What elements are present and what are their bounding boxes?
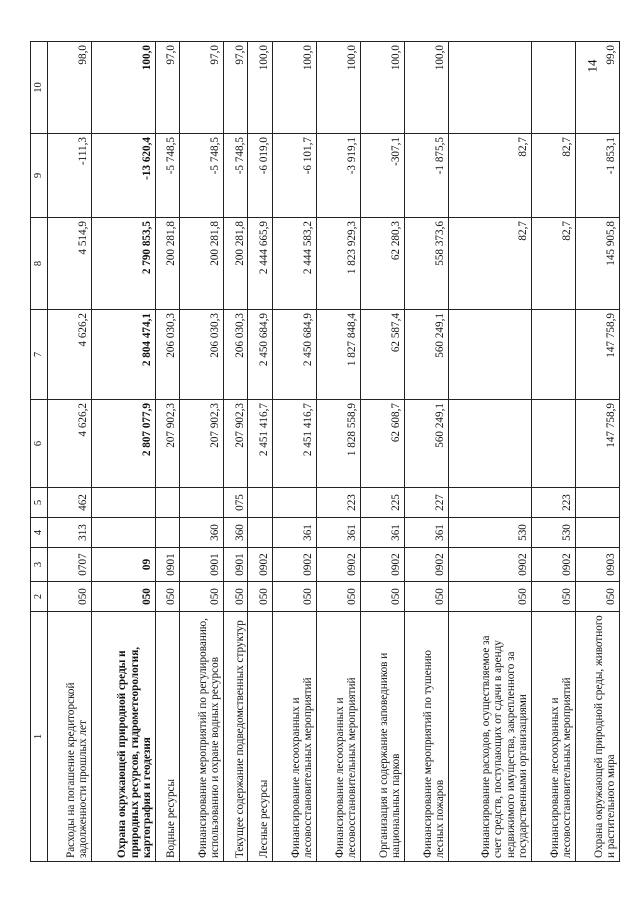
cell-col-9: -307,1 [360, 134, 404, 218]
column-header-10: 10 [31, 42, 48, 134]
row-name: Финансирование мероприятий по тушению лесных пожаров [404, 612, 448, 862]
cell-col-2: 050 [223, 582, 247, 612]
cell-col-8: 558 373,6 [404, 218, 448, 310]
cell-col-4: 530 [531, 518, 575, 548]
cell-col-2: 050 [575, 582, 619, 612]
cell-col-5 [272, 488, 316, 518]
cell-col-2: 050 [248, 582, 272, 612]
cell-col-10 [448, 42, 531, 134]
cell-col-3: 0902 [404, 548, 448, 582]
cell-col-2: 050 [316, 582, 360, 612]
column-header-9: 9 [31, 134, 48, 218]
page-number: 14 [584, 59, 600, 73]
cell-col-7: 1 827 848,4 [316, 310, 360, 400]
row-name: Текущее содержание подведомственных структур [223, 612, 247, 862]
cell-col-10: 100,0 [316, 42, 360, 134]
row-name: Организация и содержание заповедников и национальных парков [360, 612, 404, 862]
cell-col-9: -3 919,1 [316, 134, 360, 218]
column-header-5: 5 [31, 488, 48, 518]
cell-col-3: 0902 [360, 548, 404, 582]
cell-col-7: 560 249,1 [404, 310, 448, 400]
table-row [404, 42, 448, 862]
cell-col-5: 223 [531, 488, 575, 518]
table-row [448, 42, 531, 862]
table-row [223, 42, 247, 862]
cell-col-9: -1 875,5 [404, 134, 448, 218]
column-header-2: 2 [31, 582, 48, 612]
row-name: Охрана окружающей природной среды, животного и растительного мира [575, 612, 619, 862]
cell-col-5 [448, 488, 531, 518]
cell-col-8: 200 281,8 [223, 218, 247, 310]
cell-col-5 [92, 488, 156, 518]
cell-col-10: 100,0 [248, 42, 272, 134]
column-header-1: 1 [31, 612, 48, 862]
cell-col-5 [575, 488, 619, 518]
cell-col-9: -6 019,0 [248, 134, 272, 218]
cell-col-6 [448, 400, 531, 488]
cell-col-8: 200 281,8 [179, 218, 223, 310]
cell-col-10: 100,0 [92, 42, 156, 134]
budget-table [30, 41, 620, 862]
row-name: Финансирование расходов, осуществляемое за счет средств, поступающих от сдачи в аренду недвижимого имущества, закрепленного за государственными организациями [448, 612, 531, 862]
cell-col-10: 98,0 [48, 42, 92, 134]
cell-col-5 [179, 488, 223, 518]
cell-col-8: 4 514,9 [48, 218, 92, 310]
table-row [155, 42, 179, 862]
cell-col-6 [531, 400, 575, 488]
cell-col-3: 0707 [48, 548, 92, 582]
cell-col-2: 050 [448, 582, 531, 612]
cell-col-4: 361 [404, 518, 448, 548]
column-number-row [31, 42, 48, 862]
cell-col-6: 2 807 077,9 [92, 400, 156, 488]
column-header-6: 6 [31, 400, 48, 488]
cell-col-5 [248, 488, 272, 518]
cell-col-6: 207 902,3 [179, 400, 223, 488]
cell-col-9: -13 620,4 [92, 134, 156, 218]
cell-col-3: 0901 [155, 548, 179, 582]
table-row [179, 42, 223, 862]
cell-col-2: 050 [360, 582, 404, 612]
cell-col-5: 462 [48, 488, 92, 518]
cell-col-3: 0901 [179, 548, 223, 582]
table-row [92, 42, 156, 862]
cell-col-4 [155, 518, 179, 548]
cell-col-7 [531, 310, 575, 400]
cell-col-10: 97,0 [155, 42, 179, 134]
table-row [248, 42, 272, 862]
cell-col-8: 62 280,3 [360, 218, 404, 310]
cell-col-6: 560 249,1 [404, 400, 448, 488]
table-row [272, 42, 316, 862]
column-header-8: 8 [31, 218, 48, 310]
budget-table-wrapper [30, 42, 620, 862]
cell-col-9: -111,3 [48, 134, 92, 218]
row-name: Лесные ресурсы [248, 612, 272, 862]
cell-col-8: 2 790 853,5 [92, 218, 156, 310]
cell-col-6: 207 902,3 [155, 400, 179, 488]
cell-col-2: 050 [92, 582, 156, 612]
cell-col-7: 62 587,4 [360, 310, 404, 400]
cell-col-6: 1 828 558,9 [316, 400, 360, 488]
cell-col-8: 200 281,8 [155, 218, 179, 310]
row-name: Финансирование лесоохранных и лесовосстановительных мероприятий [272, 612, 316, 862]
cell-col-5: 075 [223, 488, 247, 518]
cell-col-4: 360 [179, 518, 223, 548]
row-name: Финансирование мероприятий по регулированию, использованию и охране водных ресурсов [179, 612, 223, 862]
cell-col-3: 09 [92, 548, 156, 582]
cell-col-7: 2 450 684,9 [272, 310, 316, 400]
cell-col-2: 050 [272, 582, 316, 612]
cell-col-6: 147 758,9 [575, 400, 619, 488]
cell-col-7: 147 758,9 [575, 310, 619, 400]
cell-col-2: 050 [48, 582, 92, 612]
column-header-4: 4 [31, 518, 48, 548]
table-row [360, 42, 404, 862]
cell-col-6: 2 451 416,7 [248, 400, 272, 488]
cell-col-8: 2 444 583,2 [272, 218, 316, 310]
cell-col-4: 361 [316, 518, 360, 548]
cell-col-4: 313 [48, 518, 92, 548]
cell-col-8: 145 905,8 [575, 218, 619, 310]
cell-col-6: 207 902,3 [223, 400, 247, 488]
cell-col-5: 225 [360, 488, 404, 518]
cell-col-2: 050 [179, 582, 223, 612]
cell-col-7: 2 804 474,1 [92, 310, 156, 400]
cell-col-3: 0902 [248, 548, 272, 582]
cell-col-9: -6 101,7 [272, 134, 316, 218]
cell-col-3: 0902 [531, 548, 575, 582]
cell-col-3: 0902 [316, 548, 360, 582]
cell-col-4: 361 [272, 518, 316, 548]
cell-col-8: 2 444 665,9 [248, 218, 272, 310]
cell-col-8: 1 823 929,3 [316, 218, 360, 310]
row-name: Финансирование лесоохранных и лесовосстановительных мероприятий [531, 612, 575, 862]
cell-col-3: 0903 [575, 548, 619, 582]
cell-col-7: 206 030,3 [179, 310, 223, 400]
cell-col-6: 2 451 416,7 [272, 400, 316, 488]
column-header-3: 3 [31, 548, 48, 582]
column-header-7: 7 [31, 310, 48, 400]
cell-col-10: 97,0 [223, 42, 247, 134]
cell-col-4 [575, 518, 619, 548]
cell-col-9: -5 748,5 [155, 134, 179, 218]
table-row [316, 42, 360, 862]
cell-col-2: 050 [404, 582, 448, 612]
cell-col-10: 100,0 [404, 42, 448, 134]
cell-col-5: 223 [316, 488, 360, 518]
table-row [531, 42, 575, 862]
cell-col-4 [92, 518, 156, 548]
cell-col-9: -5 748,5 [223, 134, 247, 218]
cell-col-9: -1 853,1 [575, 134, 619, 218]
cell-col-6: 4 626,2 [48, 400, 92, 488]
cell-col-10: 100,0 [272, 42, 316, 134]
cell-col-7: 206 030,3 [223, 310, 247, 400]
cell-col-8: 82,7 [448, 218, 531, 310]
row-name: Расходы на погашение кредиторской задолженности прошлых лет [48, 612, 92, 862]
cell-col-9: -5 748,5 [179, 134, 223, 218]
cell-col-5 [155, 488, 179, 518]
cell-col-2: 050 [155, 582, 179, 612]
cell-col-7: 2 450 684,9 [248, 310, 272, 400]
cell-col-10: 100,0 [360, 42, 404, 134]
cell-col-8: 82,7 [531, 218, 575, 310]
cell-col-4: 361 [360, 518, 404, 548]
cell-col-10 [531, 42, 575, 134]
row-name: Водные ресурсы [155, 612, 179, 862]
cell-col-9: 82,7 [448, 134, 531, 218]
cell-col-3: 0902 [448, 548, 531, 582]
cell-col-6: 62 608,7 [360, 400, 404, 488]
cell-col-3: 0902 [272, 548, 316, 582]
table-row [48, 42, 92, 862]
cell-col-4: 360 [223, 518, 247, 548]
cell-col-7: 206 030,3 [155, 310, 179, 400]
cell-col-10: 97,0 [179, 42, 223, 134]
cell-col-7 [448, 310, 531, 400]
cell-col-9: 82,7 [531, 134, 575, 218]
cell-col-4 [248, 518, 272, 548]
cell-col-4: 530 [448, 518, 531, 548]
row-name: Финансирование лесоохранных и лесовосстановительных мероприятий [316, 612, 360, 862]
row-name: Охрана окружающей природной среды и природных ресурсов, гидрометеорология, картография и геодезия [92, 612, 156, 862]
cell-col-10: 99,0 [575, 42, 619, 134]
cell-col-3: 0901 [223, 548, 247, 582]
table-row [575, 42, 619, 862]
cell-col-7: 4 626,2 [48, 310, 92, 400]
cell-col-5: 227 [404, 488, 448, 518]
cell-col-2: 050 [531, 582, 575, 612]
